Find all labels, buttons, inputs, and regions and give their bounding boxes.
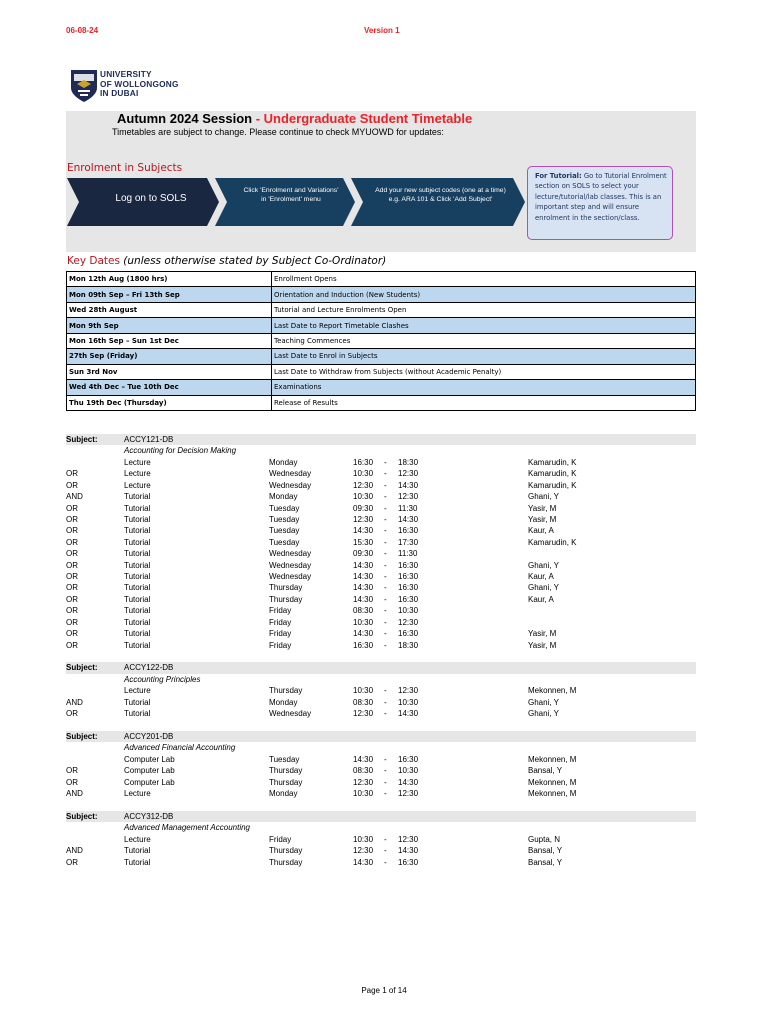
key-date-row	[67, 395, 696, 410]
class-type: Tutorial	[124, 846, 151, 856]
logo-line-3: IN DUBAI	[100, 88, 139, 99]
key-date-date: Thu 19th Dec (Thursday)	[67, 395, 272, 410]
class-connector: OR	[66, 606, 78, 616]
class-connector: OR	[66, 526, 78, 536]
class-time-dash: -	[384, 606, 387, 616]
class-staff: Mekonnen, M	[528, 686, 577, 696]
class-type: Tutorial	[124, 549, 151, 559]
class-time-dash: -	[384, 617, 387, 627]
class-end-time: 14:30	[398, 846, 419, 856]
class-start-time: 10:30	[353, 492, 374, 502]
class-start-time: 12:30	[353, 846, 374, 856]
class-staff: Kaur, A	[528, 594, 554, 604]
class-type: Lecture	[124, 457, 151, 467]
class-row	[66, 628, 696, 639]
page-number: Page 1 of 14	[361, 986, 407, 995]
class-start-time: 10:30	[353, 834, 374, 844]
class-staff: Bansal, Y	[528, 846, 563, 856]
class-start-time: 14:30	[353, 629, 374, 639]
class-end-time: 16:30	[398, 594, 419, 604]
class-row	[66, 640, 696, 651]
class-row	[66, 491, 696, 502]
class-day: Thursday	[269, 857, 303, 867]
class-type: Tutorial	[124, 594, 151, 604]
class-time-dash: -	[384, 629, 387, 639]
class-day: Friday	[269, 606, 292, 616]
key-date-event: Examinations	[272, 380, 696, 395]
timetable	[66, 434, 696, 879]
key-date-event: Last Date to Withdraw from Subjects (without Academic Penalty)	[272, 364, 696, 379]
class-end-time: 10:30	[398, 697, 419, 707]
class-type: Tutorial	[124, 572, 151, 582]
class-row	[66, 788, 696, 799]
class-start-time: 14:30	[353, 754, 374, 764]
class-connector: OR	[66, 469, 78, 479]
class-type: Tutorial	[124, 492, 151, 502]
class-start-time: 12:30	[353, 480, 374, 490]
subject-name-row	[66, 674, 696, 685]
subject-code: ACCY121-DB	[124, 435, 174, 444]
class-time-dash: -	[384, 709, 387, 719]
class-end-time: 16:30	[398, 560, 419, 570]
key-date-row	[67, 380, 696, 395]
class-type: Computer Lab	[124, 777, 175, 787]
class-type: Lecture	[124, 480, 151, 490]
crest-icon	[70, 69, 98, 103]
class-type: Tutorial	[124, 640, 151, 650]
class-connector: OR	[66, 594, 78, 604]
tutorial-note-label: For Tutorial:	[535, 172, 582, 180]
class-day: Friday	[269, 834, 292, 844]
class-type: Lecture	[124, 686, 151, 696]
subject-spacer	[66, 800, 696, 811]
class-time-dash: -	[384, 754, 387, 764]
class-end-time: 12:30	[398, 469, 419, 479]
class-row	[66, 468, 696, 479]
class-time-dash: -	[384, 777, 387, 787]
class-row	[66, 514, 696, 525]
key-date-date: Mon 09th Sep – Fri 13th Sep	[67, 287, 272, 302]
class-end-time: 16:30	[398, 583, 419, 593]
class-day: Wednesday	[269, 709, 312, 719]
key-date-event: Last Date to Enrol in Subjects	[272, 349, 696, 364]
key-date-row	[67, 302, 696, 317]
step-add-subject: Add your new subject codes (one at a time) e.g. ARA 101 & Click 'Add Subject'	[375, 187, 506, 203]
class-time-dash: -	[384, 789, 387, 799]
class-time-dash: -	[384, 686, 387, 696]
class-row	[66, 685, 696, 696]
class-connector: OR	[66, 572, 78, 582]
class-connector: OR	[66, 503, 78, 513]
key-date-date: Wed 4th Dec – Tue 10th Dec	[67, 380, 272, 395]
class-start-time: 09:30	[353, 503, 374, 513]
class-start-time: 14:30	[353, 594, 374, 604]
class-end-time: 11:30	[398, 549, 418, 559]
key-date-event: Orientation and Induction (New Students)	[272, 287, 696, 302]
class-time-dash: -	[384, 594, 387, 604]
class-end-time: 12:30	[398, 617, 419, 627]
class-start-time: 10:30	[353, 617, 374, 627]
class-day: Thursday	[269, 583, 303, 593]
class-type: Lecture	[124, 834, 151, 844]
class-day: Thursday	[269, 846, 303, 856]
class-staff: Ghani, Y	[528, 492, 559, 502]
class-connector: AND	[66, 846, 83, 856]
class-end-time: 12:30	[398, 686, 419, 696]
class-row	[66, 777, 696, 788]
subject-header-row	[66, 731, 696, 742]
class-row	[66, 594, 696, 605]
logo-line-2: OF WOLLONGONG	[100, 78, 179, 89]
key-dates-table	[66, 271, 696, 411]
class-staff: Ghani, Y	[528, 583, 559, 593]
class-day: Thursday	[269, 766, 303, 776]
subject-name: Advanced Management Accounting	[124, 823, 251, 833]
key-date-date: Wed 28th August	[67, 302, 272, 317]
class-day: Monday	[269, 789, 298, 799]
class-end-time: 14:30	[398, 480, 419, 490]
class-type: Tutorial	[124, 697, 151, 707]
subject-label: Subject:	[66, 731, 98, 741]
subject-name-row	[66, 742, 696, 753]
class-connector: OR	[66, 777, 78, 787]
key-dates-heading	[67, 255, 386, 267]
class-start-time: 10:30	[353, 469, 374, 479]
class-type: Tutorial	[124, 617, 151, 627]
class-row	[66, 697, 696, 708]
class-row	[66, 457, 696, 468]
page-subtitle: Timetables are subject to change. Please continue to check MYUOWD for updates:	[112, 127, 444, 137]
class-type: Tutorial	[124, 514, 151, 524]
subject-name: Accounting for Decision Making	[124, 446, 237, 456]
class-row	[66, 560, 696, 571]
class-start-time: 14:30	[353, 583, 374, 593]
class-staff: Ghani, Y	[528, 560, 559, 570]
class-type: Tutorial	[124, 537, 151, 547]
class-staff: Bansal, Y	[528, 857, 563, 867]
class-day: Tuesday	[269, 503, 300, 513]
class-end-time: 14:30	[398, 514, 419, 524]
subject-header-row	[66, 662, 696, 673]
key-date-date: Mon 9th Sep	[67, 318, 272, 333]
class-type: Tutorial	[124, 606, 151, 616]
class-start-time: 14:30	[353, 572, 374, 582]
key-date-date: 27th Sep (Friday)	[67, 349, 272, 364]
class-end-time: 14:30	[398, 777, 419, 787]
class-row	[66, 571, 696, 582]
class-staff: Kamarudin, K	[528, 457, 577, 467]
class-start-time: 16:30	[353, 640, 374, 650]
subject-spacer	[66, 720, 696, 731]
class-day: Tuesday	[269, 514, 300, 524]
class-connector: OR	[66, 640, 78, 650]
class-day: Wednesday	[269, 549, 312, 559]
class-day: Tuesday	[269, 526, 300, 536]
class-end-time: 14:30	[398, 709, 419, 719]
class-connector: OR	[66, 617, 78, 627]
class-end-time: 16:30	[398, 754, 419, 764]
class-row	[66, 605, 696, 616]
subject-name: Advanced Financial Accounting	[124, 743, 236, 753]
class-row	[66, 548, 696, 559]
class-type: Lecture	[124, 789, 151, 799]
class-staff: Bansal, Y	[528, 766, 563, 776]
class-connector: OR	[66, 537, 78, 547]
class-type: Computer Lab	[124, 766, 175, 776]
key-date-date: Mon 16th Sep – Sun 1st Dec	[67, 333, 272, 348]
class-staff: Ghani, Y	[528, 697, 559, 707]
class-staff: Mekonnen, M	[528, 789, 577, 799]
class-staff: Kaur, A	[528, 526, 554, 536]
subject-header-row	[66, 811, 696, 822]
class-start-time: 15:30	[353, 537, 374, 547]
subject-spacer	[66, 868, 696, 879]
class-day: Thursday	[269, 594, 303, 604]
key-date-event: Teaching Commences	[272, 333, 696, 348]
class-time-dash: -	[384, 766, 387, 776]
class-time-dash: -	[384, 503, 387, 513]
step-enrolment-variations: Click 'Enrolment and Variations' in 'Enrolment' menu	[243, 187, 339, 203]
subject-label: Subject:	[66, 435, 98, 444]
class-time-dash: -	[384, 572, 387, 582]
class-time-dash: -	[384, 640, 387, 650]
class-start-time: 16:30	[353, 457, 374, 467]
class-row	[66, 503, 696, 514]
class-row	[66, 537, 696, 548]
class-time-dash: -	[384, 457, 387, 467]
class-connector: OR	[66, 629, 78, 639]
key-date-row	[67, 287, 696, 302]
class-start-time: 14:30	[353, 560, 374, 570]
header-version: Version 1	[364, 26, 400, 35]
tutorial-note	[527, 166, 673, 240]
class-end-time: 16:30	[398, 526, 419, 536]
class-time-dash: -	[384, 514, 387, 524]
class-connector: AND	[66, 789, 83, 799]
class-staff: Yasir, M	[528, 503, 557, 513]
key-date-row	[67, 333, 696, 348]
tutorial-note-text: Go to Tutorial Enrolment section on SOLS to select your lecture/tutorial/lab classes. This is an important step and will ensure enrolment in the section/class.	[535, 172, 667, 222]
class-end-time: 16:30	[398, 629, 419, 639]
class-row	[66, 754, 696, 765]
class-staff: Kaur, A	[528, 572, 554, 582]
class-connector: OR	[66, 514, 78, 524]
key-date-event: Release of Results	[272, 395, 696, 410]
class-connector: AND	[66, 492, 83, 502]
class-end-time: 18:30	[398, 457, 419, 467]
class-end-time: 12:30	[398, 834, 419, 844]
class-day: Monday	[269, 457, 298, 467]
class-connector: OR	[66, 480, 78, 490]
class-row	[66, 582, 696, 593]
class-connector: OR	[66, 709, 78, 719]
class-start-time: 09:30	[353, 549, 374, 559]
page-title	[117, 111, 472, 126]
class-day: Tuesday	[269, 537, 300, 547]
subject-code: ACCY312-DB	[124, 811, 174, 821]
class-type: Lecture	[124, 469, 151, 479]
class-staff: Ghani, Y	[528, 709, 559, 719]
class-end-time: 17:30	[398, 537, 419, 547]
class-start-time: 14:30	[353, 526, 374, 536]
class-row	[66, 708, 696, 719]
title-session: Autumn 2024 Session	[117, 111, 253, 126]
key-date-row	[67, 364, 696, 379]
title-timetable: - Undergraduate Student Timetable	[252, 111, 473, 126]
class-connector: OR	[66, 560, 78, 570]
key-date-event: Tutorial and Lecture Enrolments Open	[272, 302, 696, 317]
class-time-dash: -	[384, 857, 387, 867]
subject-name-row	[66, 445, 696, 456]
class-day: Thursday	[269, 686, 303, 696]
class-staff: Kamarudin, K	[528, 480, 577, 490]
class-end-time: 10:30	[398, 766, 419, 776]
key-date-row	[67, 349, 696, 364]
header-date: 06-08-24	[66, 26, 99, 35]
class-start-time: 10:30	[353, 789, 374, 799]
class-start-time: 08:30	[353, 766, 374, 776]
class-end-time: 12:30	[398, 789, 419, 799]
class-end-time: 11:30	[398, 503, 418, 513]
class-row	[66, 525, 696, 536]
class-connector: OR	[66, 857, 78, 867]
class-end-time: 10:30	[398, 606, 419, 616]
class-connector: OR	[66, 766, 78, 776]
class-type: Tutorial	[124, 503, 151, 513]
subject-code: ACCY201-DB	[124, 731, 174, 741]
class-row	[66, 857, 696, 868]
subject-spacer	[66, 651, 696, 662]
class-time-dash: -	[384, 697, 387, 707]
class-staff: Mekonnen, M	[528, 777, 577, 787]
class-type: Tutorial	[124, 583, 151, 593]
class-time-dash: -	[384, 526, 387, 536]
class-day: Wednesday	[269, 572, 312, 582]
class-start-time: 12:30	[353, 777, 374, 787]
class-day: Monday	[269, 492, 298, 502]
class-connector: AND	[66, 697, 83, 707]
key-date-event: Last Date to Report Timetable Clashes	[272, 318, 696, 333]
university-name	[100, 70, 179, 99]
class-time-dash: -	[384, 583, 387, 593]
class-staff: Gupta, N	[528, 834, 561, 844]
class-day: Monday	[269, 697, 298, 707]
subject-label: Subject:	[66, 663, 98, 673]
class-connector: OR	[66, 549, 78, 559]
class-staff: Kamarudin, K	[528, 537, 577, 547]
logo-line-1: UNIVERSITY	[100, 69, 152, 79]
class-row	[66, 480, 696, 491]
class-end-time: 12:30	[398, 492, 419, 502]
class-type: Tutorial	[124, 857, 151, 867]
class-day: Wednesday	[269, 560, 312, 570]
class-time-dash: -	[384, 492, 387, 502]
key-dates-note: (unless otherwise stated by Subject Co-Ordinator)	[119, 255, 387, 267]
class-day: Thursday	[269, 777, 303, 787]
subject-name-row	[66, 822, 696, 833]
class-row	[66, 834, 696, 845]
enrolment-heading: Enrolment in Subjects	[67, 162, 183, 174]
class-day: Wednesday	[269, 480, 312, 490]
class-start-time: 12:30	[353, 709, 374, 719]
class-time-dash: -	[384, 549, 387, 559]
class-end-time: 16:30	[398, 857, 419, 867]
class-staff: Mekonnen, M	[528, 754, 577, 764]
class-start-time: 10:30	[353, 686, 374, 696]
key-date-date: Sun 3rd Nov	[67, 364, 272, 379]
class-type: Tutorial	[124, 629, 151, 639]
class-row	[66, 765, 696, 776]
class-time-dash: -	[384, 469, 387, 479]
class-day: Tuesday	[269, 754, 300, 764]
class-row	[66, 845, 696, 856]
class-type: Computer Lab	[124, 754, 175, 764]
class-staff: Yasir, M	[528, 629, 557, 639]
class-start-time: 08:30	[353, 606, 374, 616]
class-time-dash: -	[384, 537, 387, 547]
key-date-event: Enrollment Opens	[272, 272, 696, 287]
subject-header-row	[66, 434, 696, 445]
class-day: Friday	[269, 629, 292, 639]
step-log-on-sols: Log on to SOLS	[115, 193, 187, 204]
class-day: Wednesday	[269, 469, 312, 479]
class-end-time: 18:30	[398, 640, 419, 650]
class-day: Friday	[269, 617, 292, 627]
class-staff: Yasir, M	[528, 640, 557, 650]
class-staff: Kamarudin, K	[528, 469, 577, 479]
class-type: Tutorial	[124, 560, 151, 570]
key-dates-title: Key Dates	[67, 255, 120, 267]
class-connector: OR	[66, 583, 78, 593]
key-date-date: Mon 12th Aug (1800 hrs)	[67, 272, 272, 287]
class-day: Friday	[269, 640, 292, 650]
subject-code: ACCY122-DB	[124, 663, 174, 673]
class-type: Tutorial	[124, 709, 151, 719]
subject-label: Subject:	[66, 811, 98, 821]
class-time-dash: -	[384, 480, 387, 490]
class-start-time: 08:30	[353, 697, 374, 707]
class-start-time: 14:30	[353, 857, 374, 867]
key-date-row	[67, 272, 696, 287]
class-row	[66, 617, 696, 628]
class-time-dash: -	[384, 560, 387, 570]
class-start-time: 12:30	[353, 514, 374, 524]
class-time-dash: -	[384, 834, 387, 844]
class-type: Tutorial	[124, 526, 151, 536]
class-time-dash: -	[384, 846, 387, 856]
subject-name: Accounting Principles	[124, 674, 201, 684]
class-staff: Yasir, M	[528, 514, 557, 524]
key-date-row	[67, 318, 696, 333]
class-end-time: 16:30	[398, 572, 419, 582]
